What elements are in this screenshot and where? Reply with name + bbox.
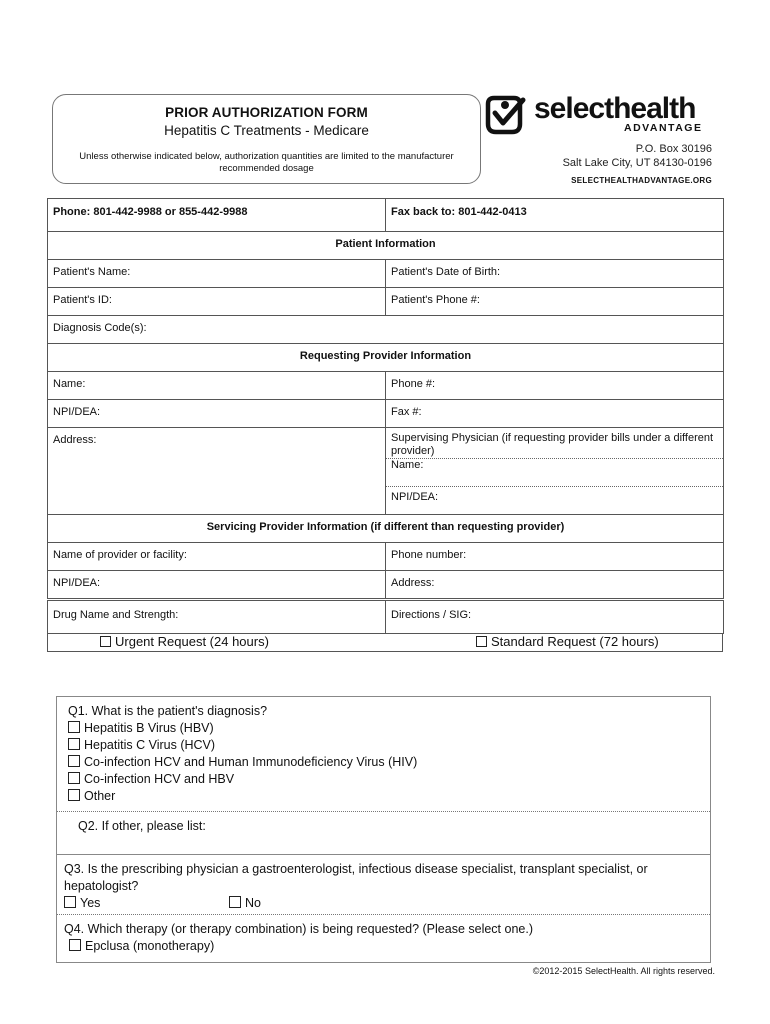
q3-no-checkbox[interactable] bbox=[229, 896, 241, 908]
q3-options bbox=[64, 895, 710, 912]
standard-request-checkbox[interactable] bbox=[476, 636, 487, 647]
q1-checkbox[interactable] bbox=[68, 789, 80, 801]
form-subtitle: Hepatitis C Treatments - Medicare bbox=[164, 123, 369, 138]
standard-request-label: Standard Request (72 hours) bbox=[491, 634, 659, 649]
supervising-name-field[interactable]: Name: bbox=[386, 459, 724, 487]
address-line-2: Salt Lake City, UT 84130-0196 bbox=[562, 157, 712, 169]
provider-address-field[interactable]: Address: bbox=[48, 428, 386, 515]
copyright: ©2012-2015 SelectHealth. All rights reserved. bbox=[532, 966, 715, 976]
provider-npi-field[interactable]: NPI/DEA: bbox=[48, 400, 386, 428]
directions-field[interactable]: Directions / SIG: bbox=[386, 601, 724, 634]
facility-npi-field[interactable]: NPI/DEA: bbox=[48, 571, 386, 599]
q3-no-option[interactable]: No bbox=[229, 895, 261, 912]
facility-name-field[interactable]: Name of provider or facility: bbox=[48, 543, 386, 571]
logo-wordmark: selecthealth bbox=[534, 92, 696, 125]
q2-question: Q2. If other, please list: bbox=[78, 819, 206, 833]
dosage-note: Unless otherwise indicated below, authorization quantities are limited to the manufacturer recommended dosage bbox=[79, 151, 454, 174]
drug-table bbox=[47, 600, 724, 634]
q3-question: Q3. Is the prescribing physician a gastroenterologist, infectious disease specialist, transplant specialist, or hepatologist? bbox=[64, 862, 648, 893]
provider-fax-field[interactable]: Fax #: bbox=[386, 400, 724, 428]
q1-option[interactable]: Other bbox=[68, 788, 710, 805]
urgent-request-checkbox[interactable] bbox=[100, 636, 111, 647]
form-header bbox=[52, 94, 481, 184]
q4-section bbox=[57, 915, 710, 963]
q1-checkbox[interactable] bbox=[68, 721, 80, 733]
patient-info-heading: Patient Information bbox=[48, 232, 724, 260]
q1-option[interactable]: Co-infection HCV and HBV bbox=[68, 771, 710, 788]
patient-dob-field[interactable]: Patient's Date of Birth: bbox=[386, 260, 724, 288]
q3-yes-checkbox[interactable] bbox=[64, 896, 76, 908]
diagnosis-code-field[interactable]: Diagnosis Code(s): bbox=[48, 316, 724, 344]
facility-address-field[interactable]: Address: bbox=[386, 571, 724, 599]
fax-number: Fax back to: 801-442-0413 bbox=[386, 199, 724, 232]
supervising-physician-label: Supervising Physician (if requesting provider bills under a different provider) bbox=[386, 428, 724, 459]
questions-box bbox=[56, 696, 711, 963]
q1-checkbox[interactable] bbox=[68, 755, 80, 767]
q2-section[interactable] bbox=[57, 812, 710, 855]
mailing-address bbox=[520, 142, 712, 170]
q1-option[interactable]: Co-infection HCV and Human Immunodeficiency Virus (HIV) bbox=[68, 754, 710, 771]
q1-question: Q1. What is the patient's diagnosis? bbox=[68, 704, 268, 718]
facility-phone-field[interactable]: Phone number: bbox=[386, 543, 724, 571]
patient-name-field[interactable]: Patient's Name: bbox=[48, 260, 386, 288]
provider-name-field[interactable]: Name: bbox=[48, 372, 386, 400]
q1-checkbox[interactable] bbox=[68, 738, 80, 750]
requesting-provider-heading: Requesting Provider Information bbox=[48, 344, 724, 372]
servicing-provider-heading: Servicing Provider Information (if different than requesting provider) bbox=[48, 515, 724, 543]
info-table bbox=[47, 198, 724, 599]
q3-section bbox=[57, 855, 710, 915]
drug-name-field[interactable]: Drug Name and Strength: bbox=[48, 601, 386, 634]
logo-advantage: ADVANTAGE bbox=[624, 122, 703, 134]
q4-checkbox[interactable] bbox=[69, 939, 81, 951]
patient-id-field[interactable]: Patient's ID: bbox=[48, 288, 386, 316]
urgent-request-label: Urgent Request (24 hours) bbox=[115, 634, 269, 649]
q4-option[interactable]: Epclusa (monotherapy) bbox=[64, 938, 710, 955]
q1-section bbox=[57, 697, 710, 812]
address-line-1: P.O. Box 30196 bbox=[635, 143, 712, 155]
standard-request-option[interactable] bbox=[476, 634, 659, 649]
checkmark-person-icon bbox=[484, 94, 526, 136]
urgent-request-option[interactable] bbox=[100, 634, 269, 649]
selecthealth-logo bbox=[484, 92, 724, 142]
q1-option[interactable]: Hepatitis C Virus (HCV) bbox=[68, 737, 710, 754]
q3-yes-option[interactable]: Yes bbox=[64, 895, 100, 912]
q1-checkbox[interactable] bbox=[68, 772, 80, 784]
q4-question: Q4. Which therapy (or therapy combination) is being requested? (Please select one.) bbox=[64, 922, 533, 936]
provider-phone-field[interactable]: Phone #: bbox=[386, 372, 724, 400]
request-type-row bbox=[47, 633, 723, 652]
form-title: PRIOR AUTHORIZATION FORM bbox=[165, 105, 368, 120]
phone-number: Phone: 801-442-9988 or 855-442-9988 bbox=[48, 199, 386, 232]
q1-option[interactable]: Hepatitis B Virus (HBV) bbox=[68, 720, 710, 737]
website[interactable]: SELECTHEALTHADVANTAGE.ORG bbox=[571, 176, 712, 185]
patient-phone-field[interactable]: Patient's Phone #: bbox=[386, 288, 724, 316]
supervising-npi-field[interactable]: NPI/DEA: bbox=[386, 487, 724, 515]
